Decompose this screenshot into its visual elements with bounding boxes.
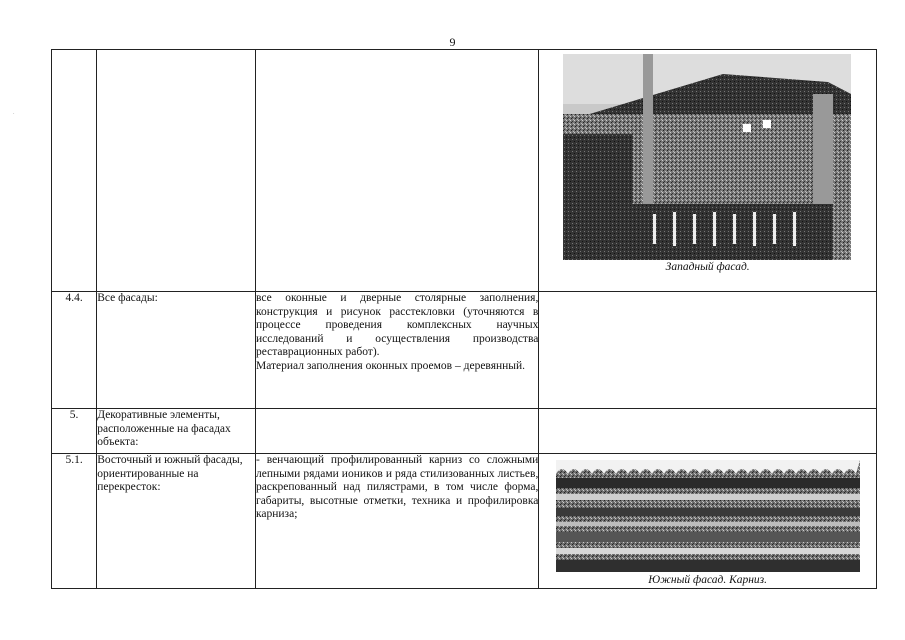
page-number: 9 bbox=[449, 35, 456, 49]
row-name-cell: Декоративные элементы, расположенные на фасадах объекта: bbox=[97, 409, 256, 454]
heritage-elements-table bbox=[51, 49, 877, 589]
row-image-cell bbox=[539, 292, 877, 409]
scan-artifact: . bbox=[13, 110, 15, 116]
row-image-cell bbox=[539, 409, 877, 454]
row-description-cell bbox=[255, 292, 538, 409]
south-facade-cornice-photo bbox=[556, 460, 860, 572]
photo-caption: Западный фасад. bbox=[665, 261, 750, 273]
table-row bbox=[52, 409, 877, 454]
row-number-cell: 5.1. bbox=[52, 454, 97, 589]
table-row bbox=[52, 292, 877, 409]
row-description-cell bbox=[255, 454, 538, 589]
description-paragraph: Материал заполнения оконных проемов – деревянный. bbox=[255, 359, 526, 372]
table-row bbox=[52, 50, 877, 292]
row-name-cell bbox=[97, 50, 256, 292]
row-name-cell: Восточный и южный фасады, ориентированные на перекресток: bbox=[97, 454, 256, 589]
row-image-cell bbox=[539, 50, 877, 292]
row-number-cell bbox=[52, 50, 97, 292]
row-description-cell bbox=[255, 50, 538, 292]
row-number-cell: 4.4. bbox=[52, 292, 97, 409]
row-number-cell: 5. bbox=[52, 409, 97, 454]
west-facade-photo bbox=[563, 54, 851, 260]
table-row bbox=[52, 454, 877, 589]
row-name-cell: Все фасады: bbox=[97, 292, 256, 409]
photo-caption: Южный фасад. Карниз. bbox=[648, 574, 768, 586]
row-image-cell bbox=[539, 454, 877, 589]
description-paragraph: - венчающий профилированный карниз со сложными лепными рядами ионикoв и ряда стилизованных листьев, раскрепованный над пилястрами, в том числе форма, габариты, высотные отметки, техника и профилировка карниза; bbox=[255, 454, 539, 521]
description-paragraph: все оконные и дверные столярные заполнения, конструкция и рисунок расстекловки (уточняются в процессе проведения комплексных научных исследований и осуществления производства реставрационных работ). bbox=[255, 292, 539, 359]
row-description-cell bbox=[255, 409, 538, 454]
